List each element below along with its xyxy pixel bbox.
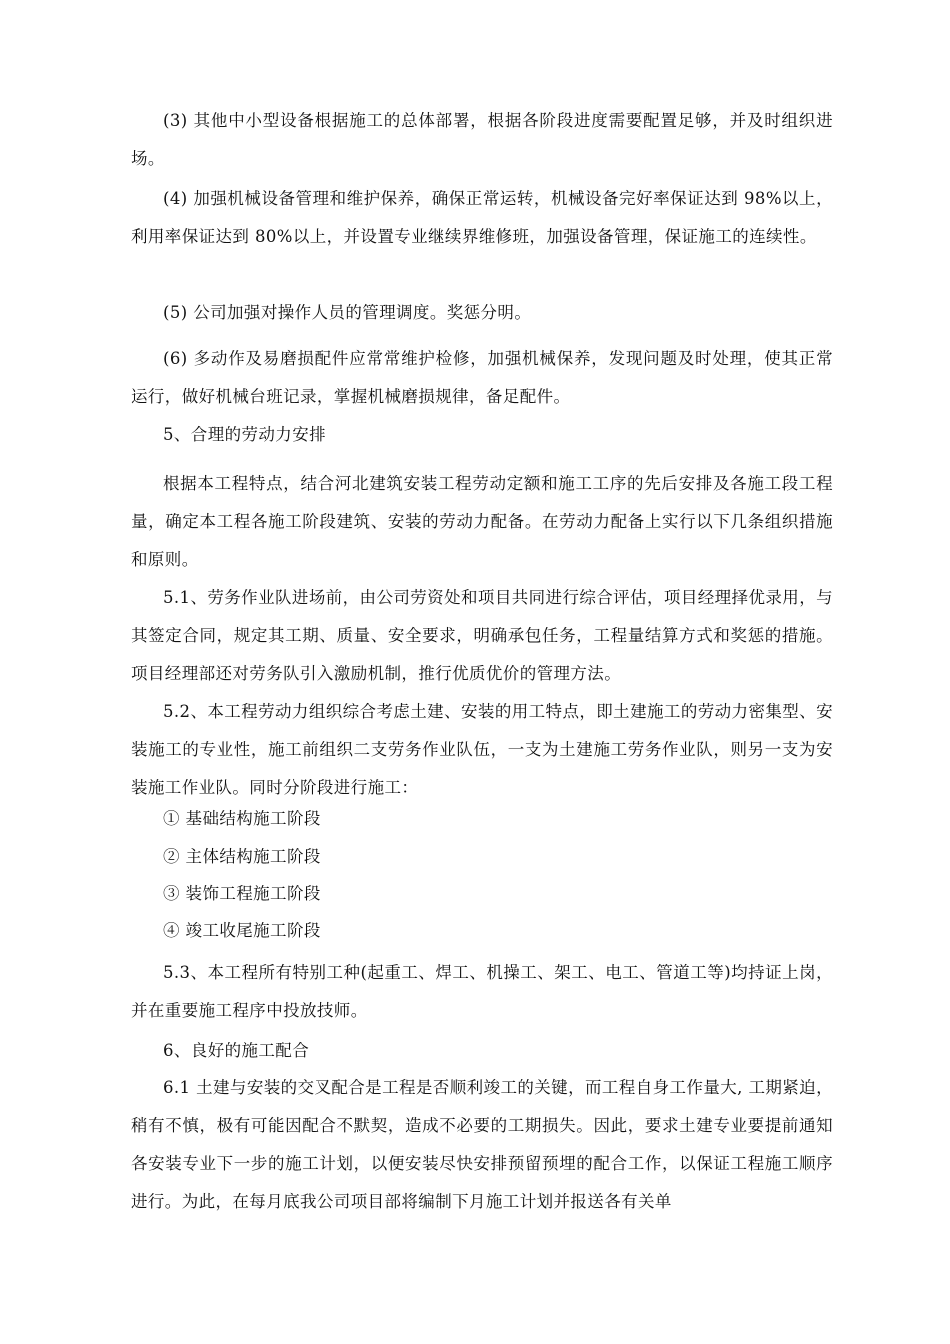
stage-item-4: ④ 竣工收尾施工阶段 bbox=[163, 921, 321, 940]
paragraph-labor-intro: 根据本工程特点，结合河北建筑安装工程劳动定额和施工工序的先后安排及各施工段工程量，确定本工程各施工阶段建筑、安装的劳动力配备。在劳动力配备上实行以下几条组织措施和原则。 bbox=[131, 474, 833, 569]
paragraph-item-4: (4) 加强机械设备管理和维护保养，确保正常运转，机械设备完好率保证达到 98%以上，利用率保证达到 80%以上，并设置专业继续界维修班，加强设备管理，保证施工的连续性。 bbox=[131, 189, 833, 246]
paragraph-item-5: (5) 公司加强对操作人员的管理调度。奖惩分明。 bbox=[163, 303, 532, 322]
stage-item-1: ① 基础结构施工阶段 bbox=[163, 809, 321, 828]
stage-item-3: ③ 装饰工程施工阶段 bbox=[163, 884, 321, 903]
section-heading-6: 6、良好的施工配合 bbox=[163, 1041, 310, 1060]
paragraph-5-1: 5.1、劳务作业队进场前，由公司劳资处和项目共同进行综合评估，项目经理择优录用，与其签定合同，规定其工期、质量、安全要求，明确承包任务，工程量结算方式和奖惩的措施。项目经理部还对劳务队引入激励机制，推行优质优价的管理方法。 bbox=[131, 588, 833, 683]
section-heading-5: 5、合理的劳动力安排 bbox=[163, 425, 326, 444]
paragraph-5-3: 5.3、本工程所有特别工种(起重工、焊工、机操工、架工、电工、管道工等)均持证上岗，并在重要施工程序中投放技师。 bbox=[131, 963, 833, 1020]
stage-item-2: ② 主体结构施工阶段 bbox=[163, 847, 321, 866]
paragraph-6-1: 6.1 土建与安装的交叉配合是工程是否顺利竣工的关键，而工程自身工作量大, 工期紧迫，稍有不慎，极有可能因配合不默契，造成不必要的工期损失。因此，要求土建专业要提前通知各安装专业下一步的施工计划，以便安装尽快安排预留预埋的配合工作，以保证工程施工顺序进行。为此，在每月底我公司项目部将编制下月施工计划并报送各有关单 bbox=[131, 1078, 833, 1211]
paragraph-5-2: 5.2、本工程劳动力组织综合考虑土建、安装的用工特点，即土建施工的劳动力密集型、安装施工的专业性，施工前组织二支劳务作业队伍，一支为土建施工劳务作业队，则另一支为安装施工作业队。同时分阶段进行施工： bbox=[131, 702, 833, 797]
paragraph-item-6: (6) 多动作及易磨损配件应常常维护检修，加强机械保养，发现问题及时处理，使其正常运行，做好机械台班记录，掌握机械磨损规律，备足配件。 bbox=[131, 349, 833, 406]
paragraph-item-3: (3) 其他中小型设备根据施工的总体部署，根据各阶段进度需要配置足够，并及时组织进场。 bbox=[131, 111, 833, 168]
